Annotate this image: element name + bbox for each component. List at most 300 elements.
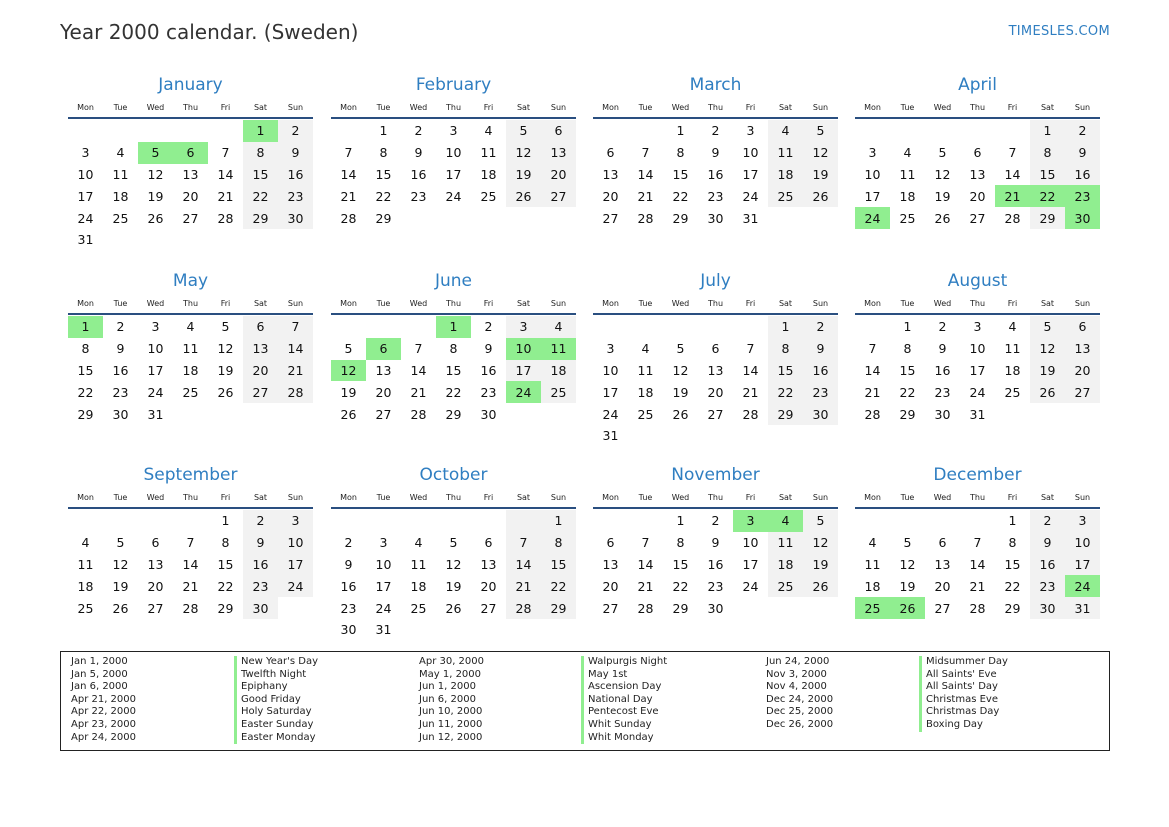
day-cell[interactable]: 17 — [506, 360, 541, 382]
day-cell[interactable]: 5 — [221, 319, 230, 335]
day-cell[interactable]: 21 — [969, 578, 986, 594]
day-cell[interactable]: 14 — [217, 166, 234, 182]
day-cell[interactable]: 25 — [768, 185, 803, 207]
day-cell[interactable]: 17 — [1065, 554, 1100, 576]
day-cell[interactable]: 20 — [541, 164, 576, 186]
day-cell[interactable]: 27 — [182, 210, 199, 226]
day-cell[interactable]: 22 — [77, 384, 94, 400]
day-cell[interactable]: 3 — [449, 123, 458, 139]
day-cell[interactable]: 10 — [77, 166, 94, 182]
day-cell[interactable]: 29 — [217, 600, 234, 616]
day-cell[interactable]: 9 — [1065, 142, 1100, 164]
day-cell[interactable]: 11 — [768, 142, 803, 164]
day-cell[interactable]: 24 — [375, 600, 392, 616]
day-cell[interactable]: 22 — [768, 381, 803, 403]
day-cell[interactable]: 12 — [445, 556, 462, 572]
day-cell[interactable]: 13 — [541, 142, 576, 164]
day-cell[interactable]: 12 — [506, 142, 541, 164]
day-cell[interactable]: 22 — [541, 575, 576, 597]
day-cell[interactable]: 25 — [1004, 384, 1021, 400]
day-cell[interactable]: 5 — [1030, 316, 1065, 338]
day-cell[interactable]: 27 — [602, 600, 619, 616]
day-cell[interactable]: 16 — [1065, 164, 1100, 186]
day-cell[interactable]: 4 — [868, 535, 877, 551]
day-cell[interactable]: 26 — [803, 575, 838, 597]
day-cell[interactable]: 4 — [641, 341, 650, 357]
day-cell[interactable]: 3 — [973, 319, 982, 335]
day-cell[interactable]: 23 — [410, 188, 427, 204]
day-cell[interactable]: 31 — [1065, 597, 1100, 619]
day-cell[interactable]: 11 — [480, 145, 497, 161]
day-cell[interactable]: 19 — [1030, 360, 1065, 382]
day-cell[interactable]: 9 — [803, 338, 838, 360]
day-cell[interactable]: 17 — [77, 188, 94, 204]
day-cell[interactable]: 13 — [375, 362, 392, 378]
day-cell[interactable]: 15 — [672, 166, 689, 182]
day-cell[interactable]: 29 — [672, 600, 689, 616]
day-cell[interactable]: 20 — [375, 384, 392, 400]
day-cell[interactable]: 26 — [890, 597, 925, 619]
day-cell[interactable]: 14 — [410, 362, 427, 378]
day-cell[interactable]: 17 — [602, 384, 619, 400]
day-cell[interactable]: 9 — [414, 145, 423, 161]
day-cell[interactable]: 21 — [278, 360, 313, 382]
day-cell[interactable]: 28 — [742, 406, 759, 422]
day-cell[interactable]: 24 — [969, 384, 986, 400]
day-cell[interactable]: 30 — [243, 597, 278, 619]
day-cell[interactable]: 12 — [899, 556, 916, 572]
day-cell[interactable]: 14 — [278, 338, 313, 360]
day-cell[interactable]: 3 — [868, 145, 877, 161]
day-cell[interactable]: 8 — [1008, 535, 1017, 551]
day-cell[interactable]: 5 — [676, 341, 685, 357]
day-cell[interactable]: 18 — [541, 360, 576, 382]
day-cell[interactable]: 3 — [81, 145, 90, 161]
day-cell[interactable]: 16 — [803, 360, 838, 382]
day-cell[interactable]: 1 — [903, 319, 912, 335]
day-cell[interactable]: 27 — [969, 210, 986, 226]
day-cell[interactable]: 4 — [414, 535, 423, 551]
day-cell[interactable]: 7 — [641, 145, 650, 161]
day-cell[interactable]: 30 — [707, 600, 724, 616]
day-cell[interactable]: 14 — [1004, 166, 1021, 182]
day-cell[interactable]: 12 — [934, 166, 951, 182]
day-cell[interactable]: 28 — [410, 406, 427, 422]
day-cell[interactable]: 8 — [676, 145, 685, 161]
day-cell[interactable]: 26 — [217, 384, 234, 400]
day-cell[interactable]: 7 — [414, 341, 423, 357]
day-cell[interactable]: 31 — [147, 406, 164, 422]
day-cell[interactable]: 1 — [541, 510, 576, 532]
day-cell[interactable]: 28 — [637, 600, 654, 616]
day-cell[interactable]: 17 — [278, 554, 313, 576]
day-cell[interactable]: 9 — [938, 341, 947, 357]
day-cell[interactable]: 2 — [711, 513, 720, 529]
day-cell[interactable]: 12 — [217, 341, 234, 357]
day-cell[interactable]: 17 — [375, 578, 392, 594]
day-cell[interactable]: 7 — [1008, 145, 1017, 161]
day-cell[interactable]: 7 — [278, 316, 313, 338]
day-cell[interactable]: 22 — [375, 188, 392, 204]
day-cell[interactable]: 19 — [445, 578, 462, 594]
day-cell[interactable]: 14 — [969, 556, 986, 572]
day-cell[interactable]: 23 — [934, 384, 951, 400]
day-cell[interactable]: 4 — [186, 319, 195, 335]
day-cell[interactable]: 23 — [707, 578, 724, 594]
day-cell[interactable]: 6 — [973, 145, 982, 161]
day-cell[interactable]: 29 — [672, 210, 689, 226]
day-cell[interactable]: 4 — [768, 510, 803, 532]
day-cell[interactable]: 14 — [506, 554, 541, 576]
day-cell[interactable]: 18 — [410, 578, 427, 594]
day-cell[interactable]: 15 — [445, 362, 462, 378]
day-cell[interactable]: 17 — [445, 166, 462, 182]
day-cell[interactable]: 28 — [864, 406, 881, 422]
day-cell[interactable]: 1 — [221, 513, 230, 529]
day-cell[interactable]: 9 — [243, 532, 278, 554]
day-cell[interactable]: 24 — [742, 578, 759, 594]
day-cell[interactable]: 30 — [707, 210, 724, 226]
day-cell[interactable]: 1 — [243, 120, 278, 142]
day-cell[interactable]: 13 — [480, 556, 497, 572]
day-cell[interactable]: 20 — [602, 578, 619, 594]
day-cell[interactable]: 27 — [243, 381, 278, 403]
day-cell[interactable]: 24 — [855, 207, 890, 229]
day-cell[interactable]: 6 — [1065, 316, 1100, 338]
day-cell[interactable]: 8 — [243, 142, 278, 164]
day-cell[interactable]: 17 — [742, 556, 759, 572]
day-cell[interactable]: 2 — [803, 316, 838, 338]
day-cell[interactable]: 19 — [112, 578, 129, 594]
day-cell[interactable]: 6 — [151, 535, 160, 551]
day-cell[interactable]: 20 — [969, 188, 986, 204]
day-cell[interactable]: 26 — [672, 406, 689, 422]
day-cell[interactable]: 30 — [1065, 207, 1100, 229]
day-cell[interactable]: 4 — [768, 120, 803, 142]
day-cell[interactable]: 16 — [707, 556, 724, 572]
day-cell[interactable]: 11 — [410, 556, 427, 572]
day-cell[interactable]: 10 — [1065, 532, 1100, 554]
day-cell[interactable]: 31 — [77, 232, 94, 248]
day-cell[interactable]: 17 — [147, 362, 164, 378]
day-cell[interactable]: 14 — [340, 166, 357, 182]
day-cell[interactable]: 28 — [278, 381, 313, 403]
day-cell[interactable]: 26 — [1030, 381, 1065, 403]
day-cell[interactable]: 23 — [243, 575, 278, 597]
day-cell[interactable]: 2 — [1030, 510, 1065, 532]
day-cell[interactable]: 27 — [480, 600, 497, 616]
day-cell[interactable]: 15 — [77, 362, 94, 378]
day-cell[interactable]: 15 — [243, 164, 278, 186]
day-cell[interactable]: 1 — [676, 513, 685, 529]
day-cell[interactable]: 4 — [1008, 319, 1017, 335]
day-cell[interactable]: 23 — [480, 384, 497, 400]
day-cell[interactable]: 26 — [445, 600, 462, 616]
day-cell[interactable]: 11 — [899, 166, 916, 182]
day-cell[interactable]: 8 — [541, 532, 576, 554]
day-cell[interactable]: 7 — [344, 145, 353, 161]
day-cell[interactable]: 20 — [480, 578, 497, 594]
day-cell[interactable]: 5 — [938, 145, 947, 161]
day-cell[interactable]: 10 — [375, 556, 392, 572]
day-cell[interactable]: 2 — [116, 319, 125, 335]
day-cell[interactable]: 26 — [934, 210, 951, 226]
day-cell[interactable]: 21 — [182, 578, 199, 594]
day-cell[interactable]: 28 — [182, 600, 199, 616]
day-cell[interactable]: 26 — [147, 210, 164, 226]
day-cell[interactable]: 9 — [484, 341, 493, 357]
day-cell[interactable]: 13 — [602, 556, 619, 572]
day-cell[interactable]: 18 — [77, 578, 94, 594]
day-cell[interactable]: 22 — [445, 384, 462, 400]
day-cell[interactable]: 6 — [606, 145, 615, 161]
day-cell[interactable]: 30 — [934, 406, 951, 422]
day-cell[interactable]: 6 — [541, 120, 576, 142]
day-cell[interactable]: 15 — [217, 556, 234, 572]
day-cell[interactable]: 8 — [903, 341, 912, 357]
day-cell[interactable]: 2 — [711, 123, 720, 139]
day-cell[interactable]: 8 — [1030, 142, 1065, 164]
day-cell[interactable]: 22 — [899, 384, 916, 400]
day-cell[interactable]: 23 — [112, 384, 129, 400]
day-cell[interactable]: 25 — [77, 600, 94, 616]
day-cell[interactable]: 25 — [899, 210, 916, 226]
day-cell[interactable]: 21 — [995, 185, 1030, 207]
day-cell[interactable]: 24 — [278, 575, 313, 597]
day-cell[interactable]: 26 — [506, 185, 541, 207]
day-cell[interactable]: 28 — [1004, 210, 1021, 226]
day-cell[interactable]: 23 — [278, 185, 313, 207]
day-cell[interactable]: 20 — [707, 384, 724, 400]
day-cell[interactable]: 24 — [506, 381, 541, 403]
day-cell[interactable]: 19 — [934, 188, 951, 204]
day-cell[interactable]: 11 — [77, 556, 94, 572]
day-cell[interactable]: 16 — [278, 164, 313, 186]
day-cell[interactable]: 9 — [344, 556, 353, 572]
day-cell[interactable]: 19 — [803, 164, 838, 186]
day-cell[interactable]: 27 — [375, 406, 392, 422]
day-cell[interactable]: 10 — [864, 166, 881, 182]
day-cell[interactable]: 18 — [1004, 362, 1021, 378]
day-cell[interactable]: 19 — [217, 362, 234, 378]
day-cell[interactable]: 30 — [480, 406, 497, 422]
day-cell[interactable]: 29 — [899, 406, 916, 422]
day-cell[interactable]: 2 — [1065, 120, 1100, 142]
day-cell[interactable]: 29 — [1004, 600, 1021, 616]
day-cell[interactable]: 18 — [864, 578, 881, 594]
day-cell[interactable]: 17 — [969, 362, 986, 378]
day-cell[interactable]: 8 — [768, 338, 803, 360]
day-cell[interactable]: 4 — [81, 535, 90, 551]
day-cell[interactable]: 3 — [379, 535, 388, 551]
day-cell[interactable]: 16 — [410, 166, 427, 182]
day-cell[interactable]: 4 — [903, 145, 912, 161]
day-cell[interactable]: 16 — [112, 362, 129, 378]
day-cell[interactable]: 23 — [1065, 185, 1100, 207]
day-cell[interactable]: 26 — [112, 600, 129, 616]
day-cell[interactable]: 5 — [903, 535, 912, 551]
day-cell[interactable]: 20 — [602, 188, 619, 204]
day-cell[interactable]: 12 — [112, 556, 129, 572]
day-cell[interactable]: 3 — [1065, 510, 1100, 532]
day-cell[interactable]: 14 — [637, 556, 654, 572]
day-cell[interactable]: 10 — [147, 341, 164, 357]
day-cell[interactable]: 23 — [340, 600, 357, 616]
day-cell[interactable]: 12 — [803, 532, 838, 554]
day-cell[interactable]: 31 — [602, 428, 619, 444]
day-cell[interactable]: 21 — [340, 188, 357, 204]
day-cell[interactable]: 20 — [934, 578, 951, 594]
day-cell[interactable]: 7 — [186, 535, 195, 551]
day-cell[interactable]: 14 — [637, 166, 654, 182]
day-cell[interactable]: 21 — [864, 384, 881, 400]
day-cell[interactable]: 31 — [969, 406, 986, 422]
day-cell[interactable]: 21 — [217, 188, 234, 204]
day-cell[interactable]: 13 — [707, 362, 724, 378]
day-cell[interactable]: 10 — [506, 338, 541, 360]
day-cell[interactable]: 21 — [637, 578, 654, 594]
day-cell[interactable]: 24 — [147, 384, 164, 400]
day-cell[interactable]: 21 — [637, 188, 654, 204]
day-cell[interactable]: 1 — [1008, 513, 1017, 529]
day-cell[interactable]: 27 — [934, 600, 951, 616]
day-cell[interactable]: 23 — [803, 381, 838, 403]
day-cell[interactable]: 6 — [938, 535, 947, 551]
day-cell[interactable]: 5 — [803, 510, 838, 532]
day-cell[interactable]: 22 — [1004, 578, 1021, 594]
day-cell[interactable]: 24 — [742, 188, 759, 204]
day-cell[interactable]: 25 — [410, 600, 427, 616]
day-cell[interactable]: 10 — [602, 362, 619, 378]
day-cell[interactable]: 14 — [182, 556, 199, 572]
day-cell[interactable]: 18 — [899, 188, 916, 204]
day-cell[interactable]: 29 — [375, 210, 392, 226]
day-cell[interactable]: 17 — [864, 188, 881, 204]
day-cell[interactable]: 25 — [855, 597, 890, 619]
day-cell[interactable]: 21 — [410, 384, 427, 400]
day-cell[interactable]: 15 — [672, 556, 689, 572]
day-cell[interactable]: 4 — [541, 316, 576, 338]
day-cell[interactable]: 10 — [969, 341, 986, 357]
day-cell[interactable]: 25 — [112, 210, 129, 226]
day-cell[interactable]: 28 — [217, 210, 234, 226]
day-cell[interactable]: 12 — [803, 142, 838, 164]
day-cell[interactable]: 24 — [1065, 575, 1100, 597]
day-cell[interactable]: 5 — [116, 535, 125, 551]
day-cell[interactable]: 20 — [1065, 360, 1100, 382]
day-cell[interactable]: 3 — [746, 123, 755, 139]
day-cell[interactable]: 13 — [602, 166, 619, 182]
day-cell[interactable]: 18 — [480, 166, 497, 182]
day-cell[interactable]: 31 — [375, 622, 392, 638]
day-cell[interactable]: 11 — [637, 362, 654, 378]
day-cell[interactable]: 11 — [1004, 341, 1021, 357]
day-cell[interactable]: 6 — [243, 316, 278, 338]
day-cell[interactable]: 29 — [243, 207, 278, 229]
day-cell[interactable]: 25 — [541, 381, 576, 403]
day-cell[interactable]: 7 — [973, 535, 982, 551]
day-cell[interactable]: 26 — [340, 406, 357, 422]
day-cell[interactable]: 8 — [676, 535, 685, 551]
day-cell[interactable]: 27 — [707, 406, 724, 422]
day-cell[interactable]: 11 — [182, 341, 199, 357]
day-cell[interactable]: 15 — [768, 360, 803, 382]
day-cell[interactable]: 7 — [221, 145, 230, 161]
day-cell[interactable]: 29 — [77, 406, 94, 422]
day-cell[interactable]: 28 — [969, 600, 986, 616]
day-cell[interactable]: 9 — [1030, 532, 1065, 554]
day-cell[interactable]: 14 — [742, 362, 759, 378]
day-cell[interactable]: 13 — [147, 556, 164, 572]
day-cell[interactable]: 24 — [445, 188, 462, 204]
day-cell[interactable]: 2 — [344, 535, 353, 551]
day-cell[interactable]: 3 — [278, 510, 313, 532]
day-cell[interactable]: 5 — [449, 535, 458, 551]
day-cell[interactable]: 25 — [182, 384, 199, 400]
day-cell[interactable]: 13 — [969, 166, 986, 182]
day-cell[interactable]: 19 — [803, 554, 838, 576]
day-cell[interactable]: 16 — [707, 166, 724, 182]
day-cell[interactable]: 15 — [899, 362, 916, 378]
day-cell[interactable]: 30 — [112, 406, 129, 422]
day-cell[interactable]: 21 — [742, 384, 759, 400]
day-cell[interactable]: 1 — [768, 316, 803, 338]
day-cell[interactable]: 1 — [68, 316, 103, 338]
day-cell[interactable]: 19 — [672, 384, 689, 400]
day-cell[interactable]: 29 — [1030, 207, 1065, 229]
day-cell[interactable]: 8 — [379, 145, 388, 161]
day-cell[interactable]: 30 — [803, 403, 838, 425]
day-cell[interactable]: 18 — [768, 554, 803, 576]
day-cell[interactable]: 24 — [602, 406, 619, 422]
day-cell[interactable]: 8 — [449, 341, 458, 357]
day-cell[interactable]: 11 — [541, 338, 576, 360]
day-cell[interactable]: 29 — [541, 597, 576, 619]
day-cell[interactable]: 3 — [606, 341, 615, 357]
day-cell[interactable]: 28 — [637, 210, 654, 226]
day-cell[interactable]: 1 — [676, 123, 685, 139]
day-cell[interactable]: 3 — [151, 319, 160, 335]
day-cell[interactable]: 18 — [182, 362, 199, 378]
day-cell[interactable]: 7 — [868, 341, 877, 357]
day-cell[interactable]: 1 — [379, 123, 388, 139]
day-cell[interactable]: 25 — [768, 575, 803, 597]
day-cell[interactable]: 12 — [1030, 338, 1065, 360]
day-cell[interactable]: 20 — [147, 578, 164, 594]
day-cell[interactable]: 16 — [480, 362, 497, 378]
day-cell[interactable]: 23 — [1030, 575, 1065, 597]
day-cell[interactable]: 4 — [116, 145, 125, 161]
day-cell[interactable]: 6 — [173, 142, 208, 164]
day-cell[interactable]: 13 — [182, 166, 199, 182]
day-cell[interactable]: 20 — [182, 188, 199, 204]
day-cell[interactable]: 18 — [768, 164, 803, 186]
day-cell[interactable]: 7 — [506, 532, 541, 554]
day-cell[interactable]: 12 — [331, 360, 366, 382]
day-cell[interactable]: 22 — [1030, 185, 1065, 207]
day-cell[interactable]: 22 — [243, 185, 278, 207]
day-cell[interactable]: 4 — [484, 123, 493, 139]
day-cell[interactable]: 21 — [506, 575, 541, 597]
day-cell[interactable]: 22 — [672, 188, 689, 204]
day-cell[interactable]: 12 — [147, 166, 164, 182]
day-cell[interactable]: 26 — [803, 185, 838, 207]
day-cell[interactable]: 13 — [243, 338, 278, 360]
day-cell[interactable]: 13 — [934, 556, 951, 572]
day-cell[interactable]: 17 — [742, 166, 759, 182]
day-cell[interactable]: 27 — [541, 185, 576, 207]
day-cell[interactable]: 10 — [445, 145, 462, 161]
